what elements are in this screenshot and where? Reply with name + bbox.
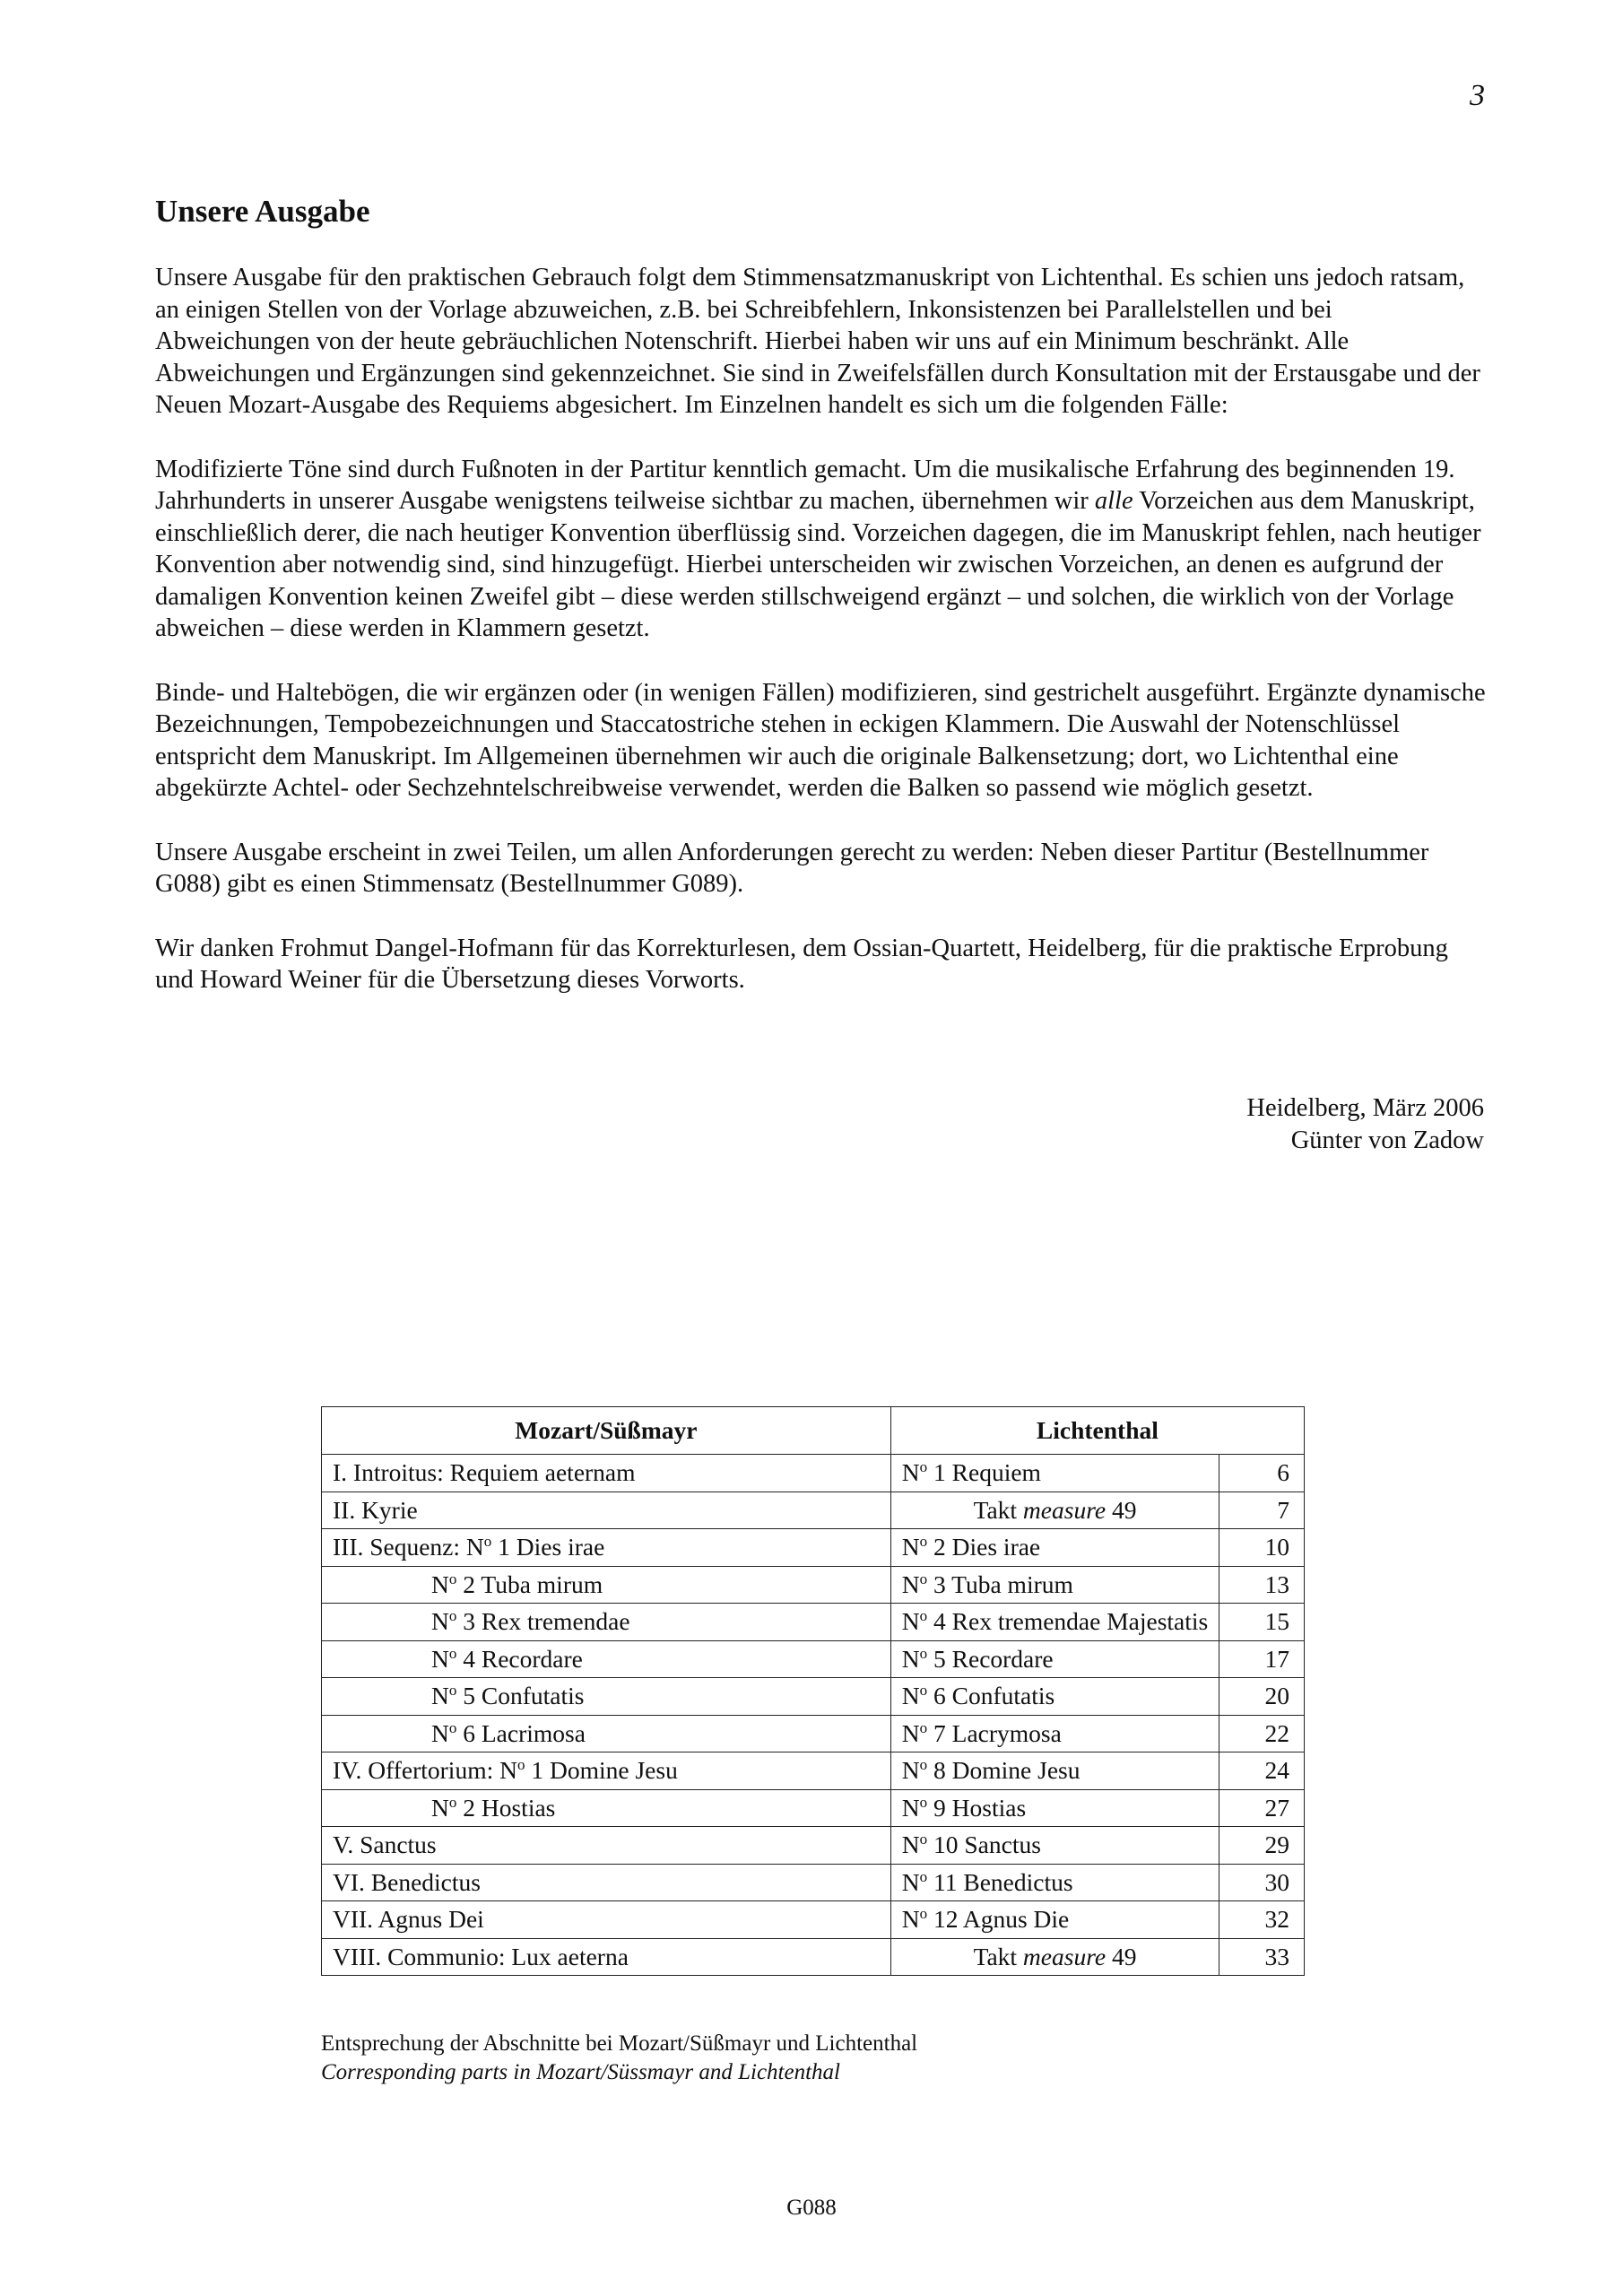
table-row bbox=[322, 1604, 1305, 1641]
number-abbrev-superscript: o bbox=[919, 1570, 928, 1587]
page-number: 3 bbox=[1470, 79, 1485, 112]
number-abbrev: N bbox=[901, 1756, 920, 1785]
number-abbrev: N bbox=[901, 1533, 920, 1561]
table-row bbox=[322, 1678, 1305, 1716]
cell-mozart-section bbox=[322, 1789, 891, 1827]
number-abbrev-superscript: o bbox=[919, 1831, 928, 1848]
section-title: 5 Confutatis bbox=[456, 1682, 585, 1710]
table-row bbox=[322, 1827, 1305, 1865]
section-title: 2 Tuba mirum bbox=[456, 1570, 603, 1598]
cell-page-number: 15 bbox=[1219, 1604, 1305, 1641]
section-title: 1 Requiem bbox=[927, 1458, 1041, 1487]
number-abbrev: N bbox=[499, 1756, 517, 1785]
cell-lichtenthal-section bbox=[890, 1566, 1219, 1604]
number-abbrev-superscript: o bbox=[448, 1570, 457, 1587]
number-abbrev-superscript: o bbox=[448, 1644, 457, 1662]
section-title: 3 Tuba mirum bbox=[927, 1570, 1073, 1598]
table-row bbox=[322, 1566, 1305, 1604]
table-row bbox=[322, 1492, 1305, 1529]
cell-mozart-section bbox=[322, 1566, 891, 1604]
cell-lichtenthal-section bbox=[890, 1715, 1219, 1752]
cell-mozart-section bbox=[322, 1864, 891, 1901]
cell-page-number: 7 bbox=[1219, 1492, 1305, 1529]
section-title: 2 Hostias bbox=[456, 1793, 556, 1822]
number-abbrev: N bbox=[431, 1682, 449, 1710]
section-title: 4 Recordare bbox=[456, 1644, 583, 1673]
number-abbrev-superscript: o bbox=[919, 1458, 928, 1476]
cell-lichtenthal-section bbox=[890, 1752, 1219, 1790]
number-abbrev-superscript: o bbox=[919, 1718, 928, 1736]
caption-english: Corresponding parts in Mozart/Süssmayr and Lichtenthal bbox=[321, 2060, 840, 2084]
cell-page-number: 24 bbox=[1219, 1752, 1305, 1790]
cell-mozart-section bbox=[322, 1827, 891, 1865]
cell-mozart-section bbox=[322, 1492, 891, 1529]
number-abbrev-superscript: o bbox=[919, 1793, 928, 1811]
table-row bbox=[322, 1455, 1305, 1492]
section-title: 12 Agnus Die bbox=[927, 1905, 1070, 1934]
number-abbrev-superscript: o bbox=[483, 1533, 492, 1551]
takt-label: Takt bbox=[973, 1495, 1018, 1524]
caption-german: Entsprechung der Abschnitte bei Mozart/Süßmayr und Lichtenthal bbox=[321, 2031, 918, 2056]
table-header-row bbox=[322, 1407, 1305, 1455]
cell-page-number: 33 bbox=[1219, 1938, 1305, 1976]
signature-author: Günter von Zadow bbox=[1290, 1126, 1484, 1154]
cell-page-number: 13 bbox=[1219, 1566, 1305, 1604]
cell-lichtenthal-section bbox=[890, 1640, 1219, 1678]
paragraph-1: Unsere Ausgabe für den praktischen Gebrauch folgt dem Stimmensatzmanuskript von Lichtenthal. Es schien uns jedoch ratsam, an einigen Stellen von der Vorlage abzuweichen, z.B. bei Schreibfehlern, Inkonsistenzen bei Parallelstellen und bei Abweichungen von der heute gebräuchlichen Notenschrift. Hierbei haben wir uns auf ein Minimum beschränkt. Alle Abweichungen und Ergänzungen sind gekennzeichnet. Sie sind in Zweifelsfällen durch Konsultation mit der Erstausgabe und der Neuen Mozart-Ausgabe des Requiems abgesichert. Im Einzelnen handelt es sich um die folgenden Fälle: bbox=[155, 264, 1480, 419]
number-abbrev: N bbox=[901, 1570, 920, 1598]
number-abbrev: N bbox=[901, 1644, 920, 1673]
number-abbrev: N bbox=[901, 1458, 920, 1487]
footer-catalog-code: G088 bbox=[786, 2196, 837, 2220]
cell-mozart-section bbox=[322, 1678, 891, 1716]
cell-mozart-section bbox=[322, 1938, 891, 1976]
section-title: 11 Benedictus bbox=[927, 1867, 1073, 1896]
number-abbrev: N bbox=[431, 1644, 449, 1673]
number-abbrev-superscript: o bbox=[919, 1867, 928, 1885]
paragraph-2-part-2: Vorzeichen aus dem Manuskript, einschließlich derer, die nach heutiger Konvention überflüssig sind. Vorzeichen dagegen, die im Manuskript fehlen, nach heutiger Konvention aber notwendig sind, sind hinzugefügt. Hierbei unterscheiden wir zwischen Vorzeichen, an denen es aufgrund der damaligen Konvention keinen Zweifel gibt – diese werden stillschweigend ergänzt – und solchen, die wirklich von der Vorlage abweichen – diese werden in Klammern gesetzt. bbox=[155, 487, 1481, 642]
cell-lichtenthal-section bbox=[890, 1492, 1219, 1529]
number-abbrev: N bbox=[901, 1867, 920, 1896]
number-abbrev-superscript: o bbox=[448, 1793, 457, 1811]
number-abbrev-superscript: o bbox=[919, 1756, 928, 1774]
section-label: II. Kyrie bbox=[333, 1495, 418, 1524]
paragraph-2-part-1: Modifizierte Töne sind durch Fußnoten in der Partitur kenntlich gemacht. Um die musikalische Erfahrung des beginnenden 19. Jahrhunderts in unserer Ausgabe wenigstens teilweise sichtbar zu machen, übernehmen wir bbox=[155, 455, 1455, 515]
cell-page-number: 32 bbox=[1219, 1901, 1305, 1939]
number-abbrev: N bbox=[431, 1718, 449, 1747]
correspondence-table bbox=[321, 1406, 1305, 1976]
table-row bbox=[322, 1789, 1305, 1827]
section-label: VIII. Communio: Lux aeterna bbox=[333, 1942, 629, 1970]
cell-page-number: 29 bbox=[1219, 1827, 1305, 1865]
paragraph-5: Wir danken Frohmut Dangel-Hofmann für das Korrekturlesen, dem Ossian-Quartett, Heidelberg, für die praktische Erprobung und Howard Weiner für die Übersetzung dieses Vorworts. bbox=[155, 934, 1448, 994]
cell-mozart-section bbox=[322, 1455, 891, 1492]
cell-page-number: 30 bbox=[1219, 1864, 1305, 1901]
number-abbrev-superscript: o bbox=[448, 1607, 457, 1625]
cell-mozart-section bbox=[322, 1640, 891, 1678]
takt-label: Takt bbox=[973, 1942, 1018, 1970]
number-abbrev: N bbox=[901, 1682, 920, 1710]
cell-lichtenthal-section bbox=[890, 1455, 1219, 1492]
number-abbrev: N bbox=[431, 1570, 449, 1598]
section-title: 8 Domine Jesu bbox=[927, 1756, 1081, 1785]
section-heading: Unsere Ausgabe bbox=[155, 194, 370, 229]
cell-lichtenthal-section bbox=[890, 1789, 1219, 1827]
section-title: 6 Lacrimosa bbox=[456, 1718, 586, 1747]
table-row bbox=[322, 1715, 1305, 1752]
section-label: VII. Agnus Dei bbox=[333, 1905, 484, 1934]
cell-mozart-section bbox=[322, 1604, 891, 1641]
table-body bbox=[322, 1455, 1305, 1976]
number-abbrev-superscript: o bbox=[919, 1905, 928, 1923]
section-title: 5 Recordare bbox=[927, 1644, 1054, 1673]
section-title: 1 Dies irae bbox=[491, 1533, 605, 1561]
number-abbrev-superscript: o bbox=[448, 1682, 457, 1700]
number-abbrev: N bbox=[431, 1793, 449, 1822]
section-label: V. Sanctus bbox=[333, 1831, 437, 1859]
measure-label: measure bbox=[1022, 1942, 1107, 1970]
section-title: 2 Dies irae bbox=[927, 1533, 1041, 1561]
cell-mozart-section bbox=[322, 1752, 891, 1790]
number-abbrev: N bbox=[901, 1718, 920, 1747]
measure-number: 49 bbox=[1106, 1495, 1137, 1524]
cell-mozart-section bbox=[322, 1715, 891, 1752]
number-abbrev: N bbox=[901, 1607, 920, 1636]
number-abbrev-superscript: o bbox=[448, 1718, 457, 1736]
cell-mozart-section bbox=[322, 1529, 891, 1567]
number-abbrev: N bbox=[465, 1533, 484, 1561]
paragraph-2-emphasis: alle bbox=[1094, 487, 1133, 515]
table-row bbox=[322, 1529, 1305, 1567]
cell-lichtenthal-section bbox=[890, 1864, 1219, 1901]
cell-page-number: 10 bbox=[1219, 1529, 1305, 1567]
section-label: IV. Offertorium: bbox=[333, 1756, 500, 1785]
cell-lichtenthal-section bbox=[890, 1901, 1219, 1939]
number-abbrev: N bbox=[901, 1905, 920, 1934]
header-lichtenthal: Lichtenthal bbox=[890, 1407, 1304, 1455]
cell-lichtenthal-section bbox=[890, 1938, 1219, 1976]
table-row bbox=[322, 1640, 1305, 1678]
cell-page-number: 17 bbox=[1219, 1640, 1305, 1678]
signature-place-date: Heidelberg, März 2006 bbox=[1246, 1094, 1484, 1122]
table-row bbox=[322, 1864, 1305, 1901]
paragraph-3: Binde- und Haltebögen, die wir ergänzen oder (in wenigen Fällen) modifizieren, sind gestrichelt ausgeführt. Ergänzte dynamische Bezeichnungen, Tempobezeichnungen und Staccatostriche stehen in eckigen Klammern. Die Auswahl der Notenschlüssel entspricht dem Manuskript. Im Allgemeinen übernehmen wir auch die originale Balkensetzung; dort, wo Lichtenthal eine abgekürzte Achtel- oder Sechzehntelschreibweise verwendet, werden die Balken so passend wie möglich gesetzt. bbox=[155, 678, 1486, 802]
section-title: 7 Lacrymosa bbox=[927, 1718, 1062, 1747]
table-caption bbox=[321, 2030, 917, 2087]
section-label: VI. Benedictus bbox=[333, 1867, 481, 1896]
cell-page-number: 6 bbox=[1219, 1455, 1305, 1492]
section-title: 1 Domine Jesu bbox=[525, 1756, 678, 1785]
section-title: 4 Rex tremendae Majestatis bbox=[927, 1607, 1209, 1636]
table-row bbox=[322, 1938, 1305, 1976]
number-abbrev: N bbox=[901, 1793, 920, 1822]
cell-lichtenthal-section bbox=[890, 1827, 1219, 1865]
measure-label: measure bbox=[1022, 1495, 1107, 1524]
paragraph-4: Unsere Ausgabe erscheint in zwei Teilen, um allen Anforderungen gerecht zu werden: Neben dieser Partitur (Bestellnummer G088) gibt es einen Stimmensatz (Bestellnummer G089). bbox=[155, 838, 1429, 898]
body-text bbox=[155, 262, 1487, 1029]
cell-page-number: 27 bbox=[1219, 1789, 1305, 1827]
section-title: 9 Hostias bbox=[927, 1793, 1027, 1822]
number-abbrev-superscript: o bbox=[919, 1682, 928, 1700]
signature-block bbox=[1076, 1092, 1484, 1157]
table-row bbox=[322, 1901, 1305, 1939]
number-abbrev-superscript: o bbox=[516, 1756, 525, 1774]
number-abbrev: N bbox=[901, 1831, 920, 1859]
section-label: III. Sequenz: bbox=[333, 1533, 466, 1561]
number-abbrev-superscript: o bbox=[919, 1533, 928, 1551]
number-abbrev-superscript: o bbox=[919, 1607, 928, 1625]
measure-number: 49 bbox=[1106, 1942, 1137, 1970]
table-row bbox=[322, 1752, 1305, 1790]
cell-lichtenthal-section bbox=[890, 1604, 1219, 1641]
section-title: 3 Rex tremendae bbox=[456, 1607, 630, 1636]
header-mozart-suessmayr: Mozart/Süßmayr bbox=[322, 1407, 891, 1455]
number-abbrev-superscript: o bbox=[919, 1644, 928, 1662]
section-label: I. Introitus: Requiem aeternam bbox=[333, 1458, 636, 1487]
cell-lichtenthal-section bbox=[890, 1678, 1219, 1716]
number-abbrev: N bbox=[431, 1607, 449, 1636]
cell-mozart-section bbox=[322, 1901, 891, 1939]
cell-page-number: 22 bbox=[1219, 1715, 1305, 1752]
section-title: 6 Confutatis bbox=[927, 1682, 1055, 1710]
cell-page-number: 20 bbox=[1219, 1678, 1305, 1716]
section-title: 10 Sanctus bbox=[927, 1831, 1041, 1859]
paragraph-2 bbox=[155, 454, 1487, 645]
cell-lichtenthal-section bbox=[890, 1529, 1219, 1567]
